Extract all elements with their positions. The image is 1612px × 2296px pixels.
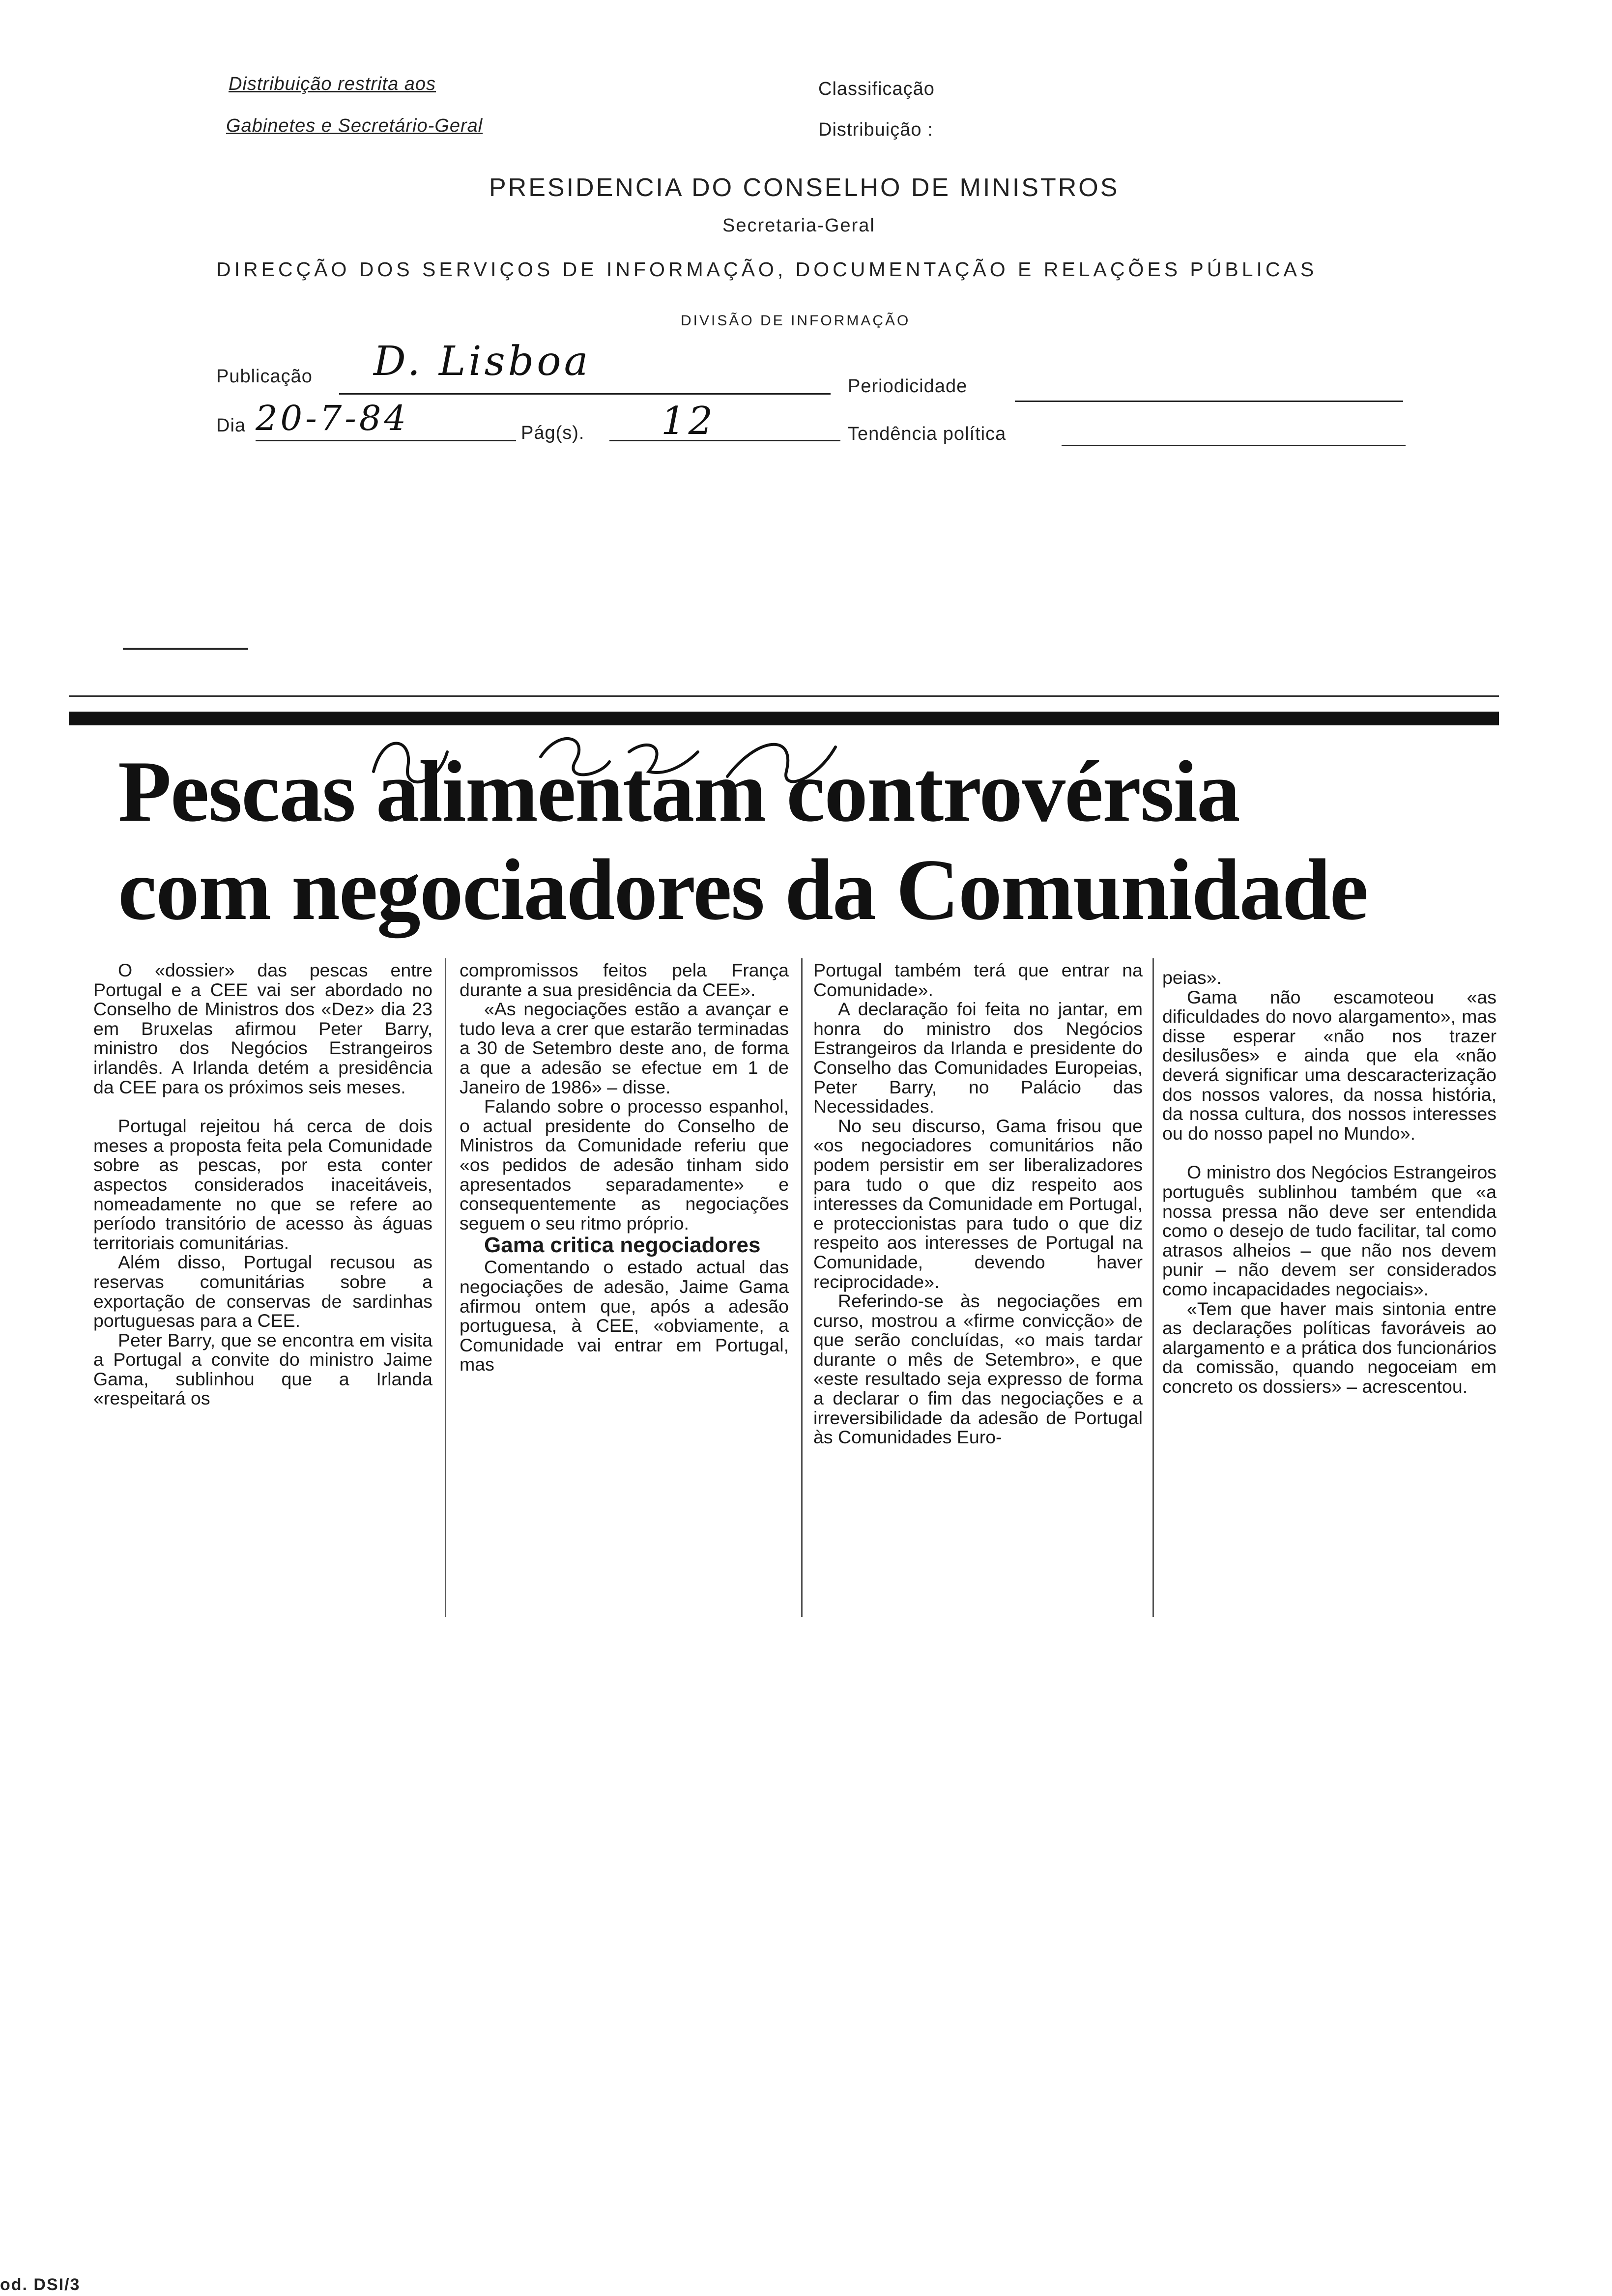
distribution-restricted-line: Distribuição restrita aos bbox=[229, 74, 436, 94]
col2-paragraph-1: compromissos feitos pela França durante a sua presidência da CEE». bbox=[460, 960, 789, 1000]
col4-paragraph-1: peias». bbox=[1162, 967, 1222, 988]
col1-paragraph-1: O «dossier» das pescas entre Portugal e a CEE vai ser abordado no Conselho de Ministros dos «Dez» dia 23 em Bruxelas afirmou Peter Barry, ministro dos Negócios Estrangeiros irlandês. A Irlanda detém a presidência da CEE para os próximos seis meses. bbox=[93, 960, 432, 1097]
column-divider-1 bbox=[445, 958, 446, 1617]
publication-label: Publicação bbox=[216, 366, 313, 387]
headline-line-1: Pescas alimentam controvérsia bbox=[118, 743, 1239, 840]
political-tendency-fill-line bbox=[1062, 445, 1406, 446]
headline-line-2: com negociadores da Comunidade bbox=[118, 841, 1368, 938]
distribution-label: Distribuição : bbox=[818, 119, 933, 140]
day-label: Dia bbox=[216, 415, 246, 436]
col1-paragraph-3: Além disso, Portugal recusou as reservas comunitárias sobre a exportação de conservas de sardinhas portuguesas para a CEE. bbox=[93, 1252, 432, 1331]
col2-paragraph-2: «As negociações estão a avançar e tudo leva a crer que estarão terminadas a 30 de Setembro deste ano, de forma a que a adesão se efectue em 1 de Janeiro de 1986» – disse. bbox=[460, 999, 789, 1097]
pages-fill-line bbox=[609, 440, 840, 441]
article-column-2 bbox=[460, 961, 789, 1375]
col4-paragraph-3: O ministro dos Negócios Estrangeiros português sublinhou também que «a nossa pressa não deve ser entendida como o desejo de tudo facilitar, tal como atrasos alheios – que não nos devem punir – não devem ser considerados como incapacidades negociais». bbox=[1162, 1162, 1497, 1299]
margin-rule bbox=[123, 648, 248, 650]
col2-paragraph-3: Falando sobre o processo espanhol, o actual presidente do Conselho de Ministros da Comunidade referiu que «os pedidos de adesão tinham sido apresentados separadamente» e consequentemente as negociações seguem o seu ritmo próprio. bbox=[460, 1096, 789, 1234]
col3-paragraph-1: Portugal também terá que entrar na Comunidade». bbox=[813, 960, 1143, 1000]
presidency-title: PRESIDENCIA DO CONSELHO DE MINISTROS bbox=[489, 173, 1120, 202]
article-column-4 bbox=[1162, 968, 1497, 1396]
col4-paragraph-2: Gama não escamoteou «as dificuldades do novo alargamento», mas disse esperar «não nos trazer desilusões» e ainda que ela «não deverá significar uma descaracterização dos nossos valores, da nossa história, da nossa cultura, dos nossos interesses ou do nosso papel no Mundo». bbox=[1162, 986, 1497, 1144]
col2-paragraph-4: Comentando o estado actual das negociações de adesão, Jaime Gama afirmou ontem que, após a adesão portuguesa, à CEE, «obviamente, a Comunidade vai entrar em Portugal, mas bbox=[460, 1257, 789, 1375]
col1-paragraph-4: Peter Barry, que se encontra em visita a Portugal a convite do ministro Jaime Gama, sublinhou que a Irlanda «respeitará os bbox=[93, 1329, 432, 1409]
article-column-1 bbox=[93, 961, 432, 1408]
col1-paragraph-2: Portugal rejeitou há cerca de dois meses a proposta feita pela Comunidade sobre as pescas, por esta conter aspectos considerados inaceitáveis, nomeadamente no que se refere ao período transitório de acesso às águas territoriais comunitárias. bbox=[93, 1116, 432, 1253]
periodicity-fill-line bbox=[1015, 401, 1403, 402]
col4-paragraph-4: «Tem que haver mais sintonia entre as declarações políticas favoráveis ao alargamento e a prática dos funcionários da comissão, quando negoceiam em concreto os dossiers» – acrescentou. bbox=[1162, 1298, 1497, 1397]
publication-fill-line bbox=[339, 393, 831, 395]
division-label: DIVISÃO DE INFORMAÇÃO bbox=[681, 313, 911, 329]
form-code: od. DSI/3 bbox=[0, 2275, 81, 2294]
day-fill-line bbox=[256, 440, 516, 441]
day-handwritten-value: 20-7-84 bbox=[256, 398, 409, 438]
col3-paragraph-3: No seu discurso, Gama frisou que «os negociadores comunitários não podem persistir em ser liberalizadores para tudo o que diz respeito aos interesses da Comunidade em Portugal, e proteccionistas para tudo o que diz respeito aos interesses de Portugal na Comunidade, devendo haver reciprocidade». bbox=[813, 1115, 1143, 1292]
column-divider-2 bbox=[801, 958, 803, 1617]
pages-label: Pág(s). bbox=[521, 423, 585, 443]
publication-handwritten-value: D. Lisboa bbox=[374, 338, 591, 385]
pages-handwritten-value: 12 bbox=[661, 399, 716, 443]
handwritten-scribble bbox=[354, 718, 944, 806]
secretariat-label: Secretaria-Geral bbox=[722, 215, 875, 236]
classification-label: Classificação bbox=[818, 79, 935, 99]
column-divider-3 bbox=[1152, 958, 1154, 1617]
periodicity-label: Periodicidade bbox=[848, 376, 968, 397]
col3-paragraph-4: Referindo-se às negociações em curso, mostrou a «firme convicção» de que serão concluídas, «o mais tardar durante o mês de Setembro», e que «este resultado seja expresso de forma a declarar o fim das negociações e a irreversibilidade da adesão de Portugal às Comunidades Euro- bbox=[813, 1291, 1143, 1448]
col2-subheading: Gama critica negociadores bbox=[484, 1233, 761, 1258]
distribution-offices-line: Gabinetes e Secretário-Geral bbox=[226, 115, 483, 136]
article-column-3 bbox=[813, 961, 1143, 1447]
article-top-thin-rule bbox=[69, 695, 1499, 697]
directorate-title: DIRECÇÃO DOS SERVIÇOS DE INFORMAÇÃO, DOCUMENTAÇÃO E RELAÇÕES PÚBLICAS bbox=[216, 258, 1318, 281]
political-tendency-label: Tendência política bbox=[848, 424, 1007, 444]
col3-paragraph-2: A declaração foi feita no jantar, em honra do ministro dos Negócios Estrangeiros da Irlanda e presidente do Conselho das Comunidades Europeias, Peter Barry, no Palácio das Necessidades. bbox=[813, 999, 1143, 1117]
